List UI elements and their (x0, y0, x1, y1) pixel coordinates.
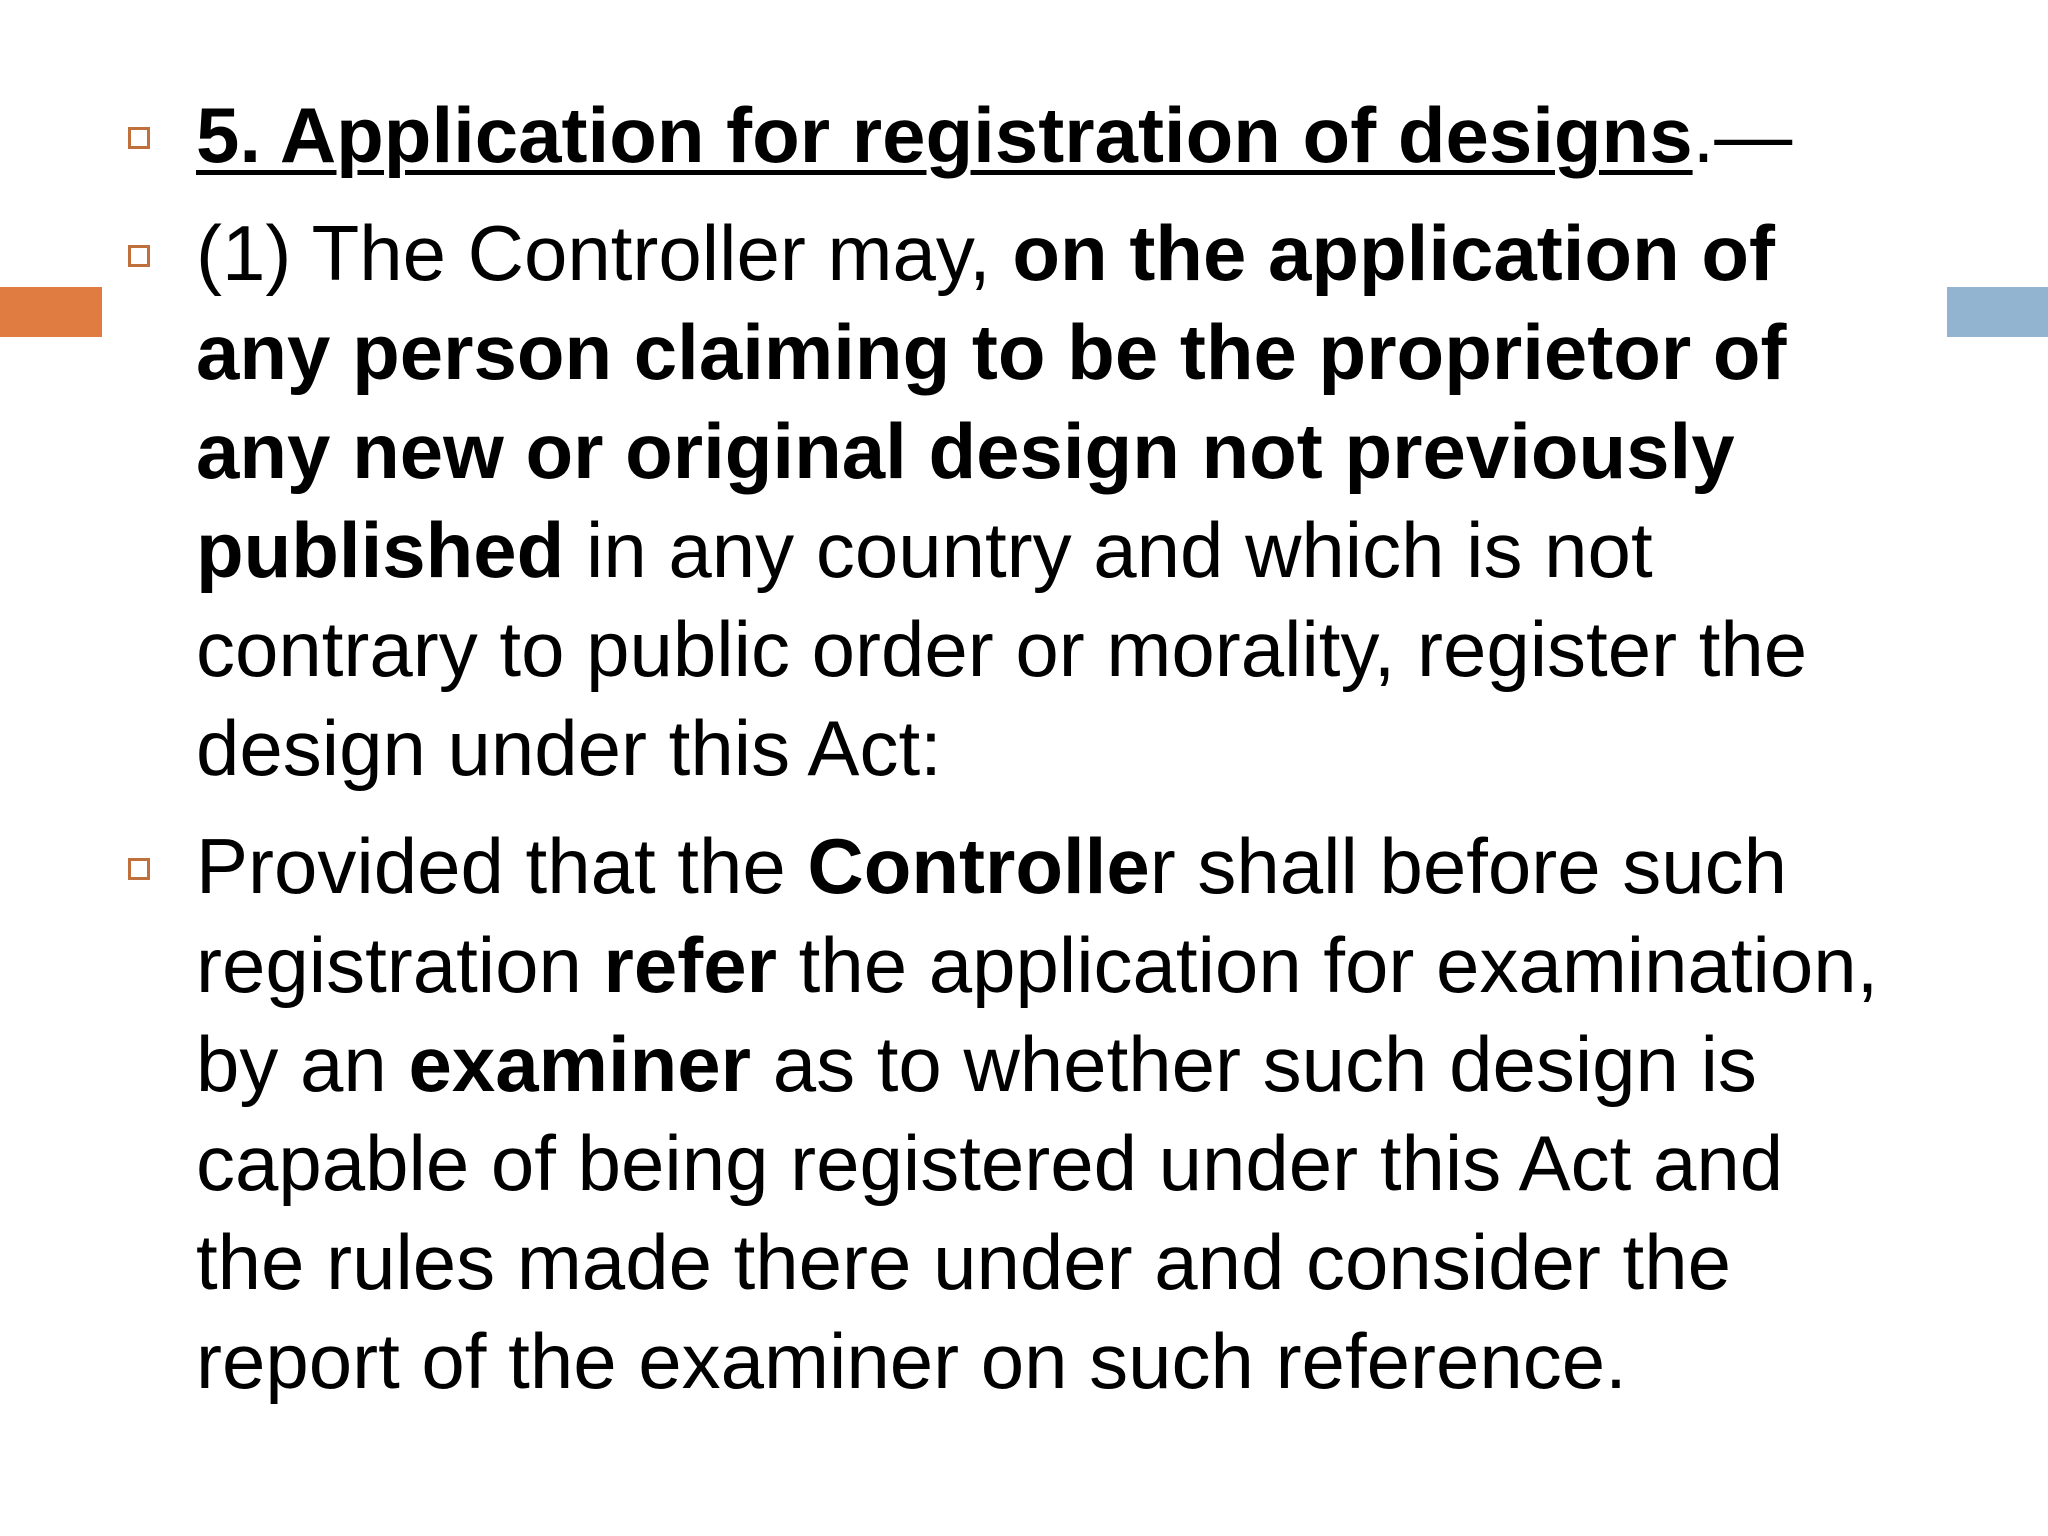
bullet-item-proviso (120, 817, 1910, 1411)
proviso-bold-examiner: examiner (408, 1020, 752, 1108)
subsection-bold-text: on the application of any person claiming to be the proprietor of any new or original design not previously published (196, 209, 1787, 594)
proviso-text-3: the application for examination, by an (196, 921, 1879, 1108)
proviso-bold-refer: refer (603, 921, 777, 1009)
proviso-text-4: as to whether such design is capable of being registered under this Act and the rules made there under and consider the report of the examiner on such reference. (196, 1020, 1784, 1405)
proviso-bold-controller: Controlle (807, 822, 1150, 910)
slide-body (120, 86, 1910, 1430)
proviso-text-2: r shall before such registration (196, 822, 1788, 1009)
square-bullet-icon (128, 858, 150, 880)
proviso-text-1: Provided that the (196, 822, 808, 910)
accent-bar-right (1947, 287, 2048, 337)
bullet-item-heading (120, 86, 1910, 185)
section-heading-tail: .— (1692, 91, 1793, 179)
section-heading: 5. Application for registration of designs (196, 91, 1693, 179)
square-bullet-icon (128, 127, 150, 149)
square-bullet-icon (128, 245, 150, 267)
accent-bar-left (0, 287, 102, 337)
bullet-item-subsection-1 (120, 204, 1910, 798)
subsection-intro: (1) The Controller may, (196, 209, 1013, 297)
subsection-rest: in any country and which is not contrary to public order or morality, register the design under this Act: (196, 506, 1808, 792)
